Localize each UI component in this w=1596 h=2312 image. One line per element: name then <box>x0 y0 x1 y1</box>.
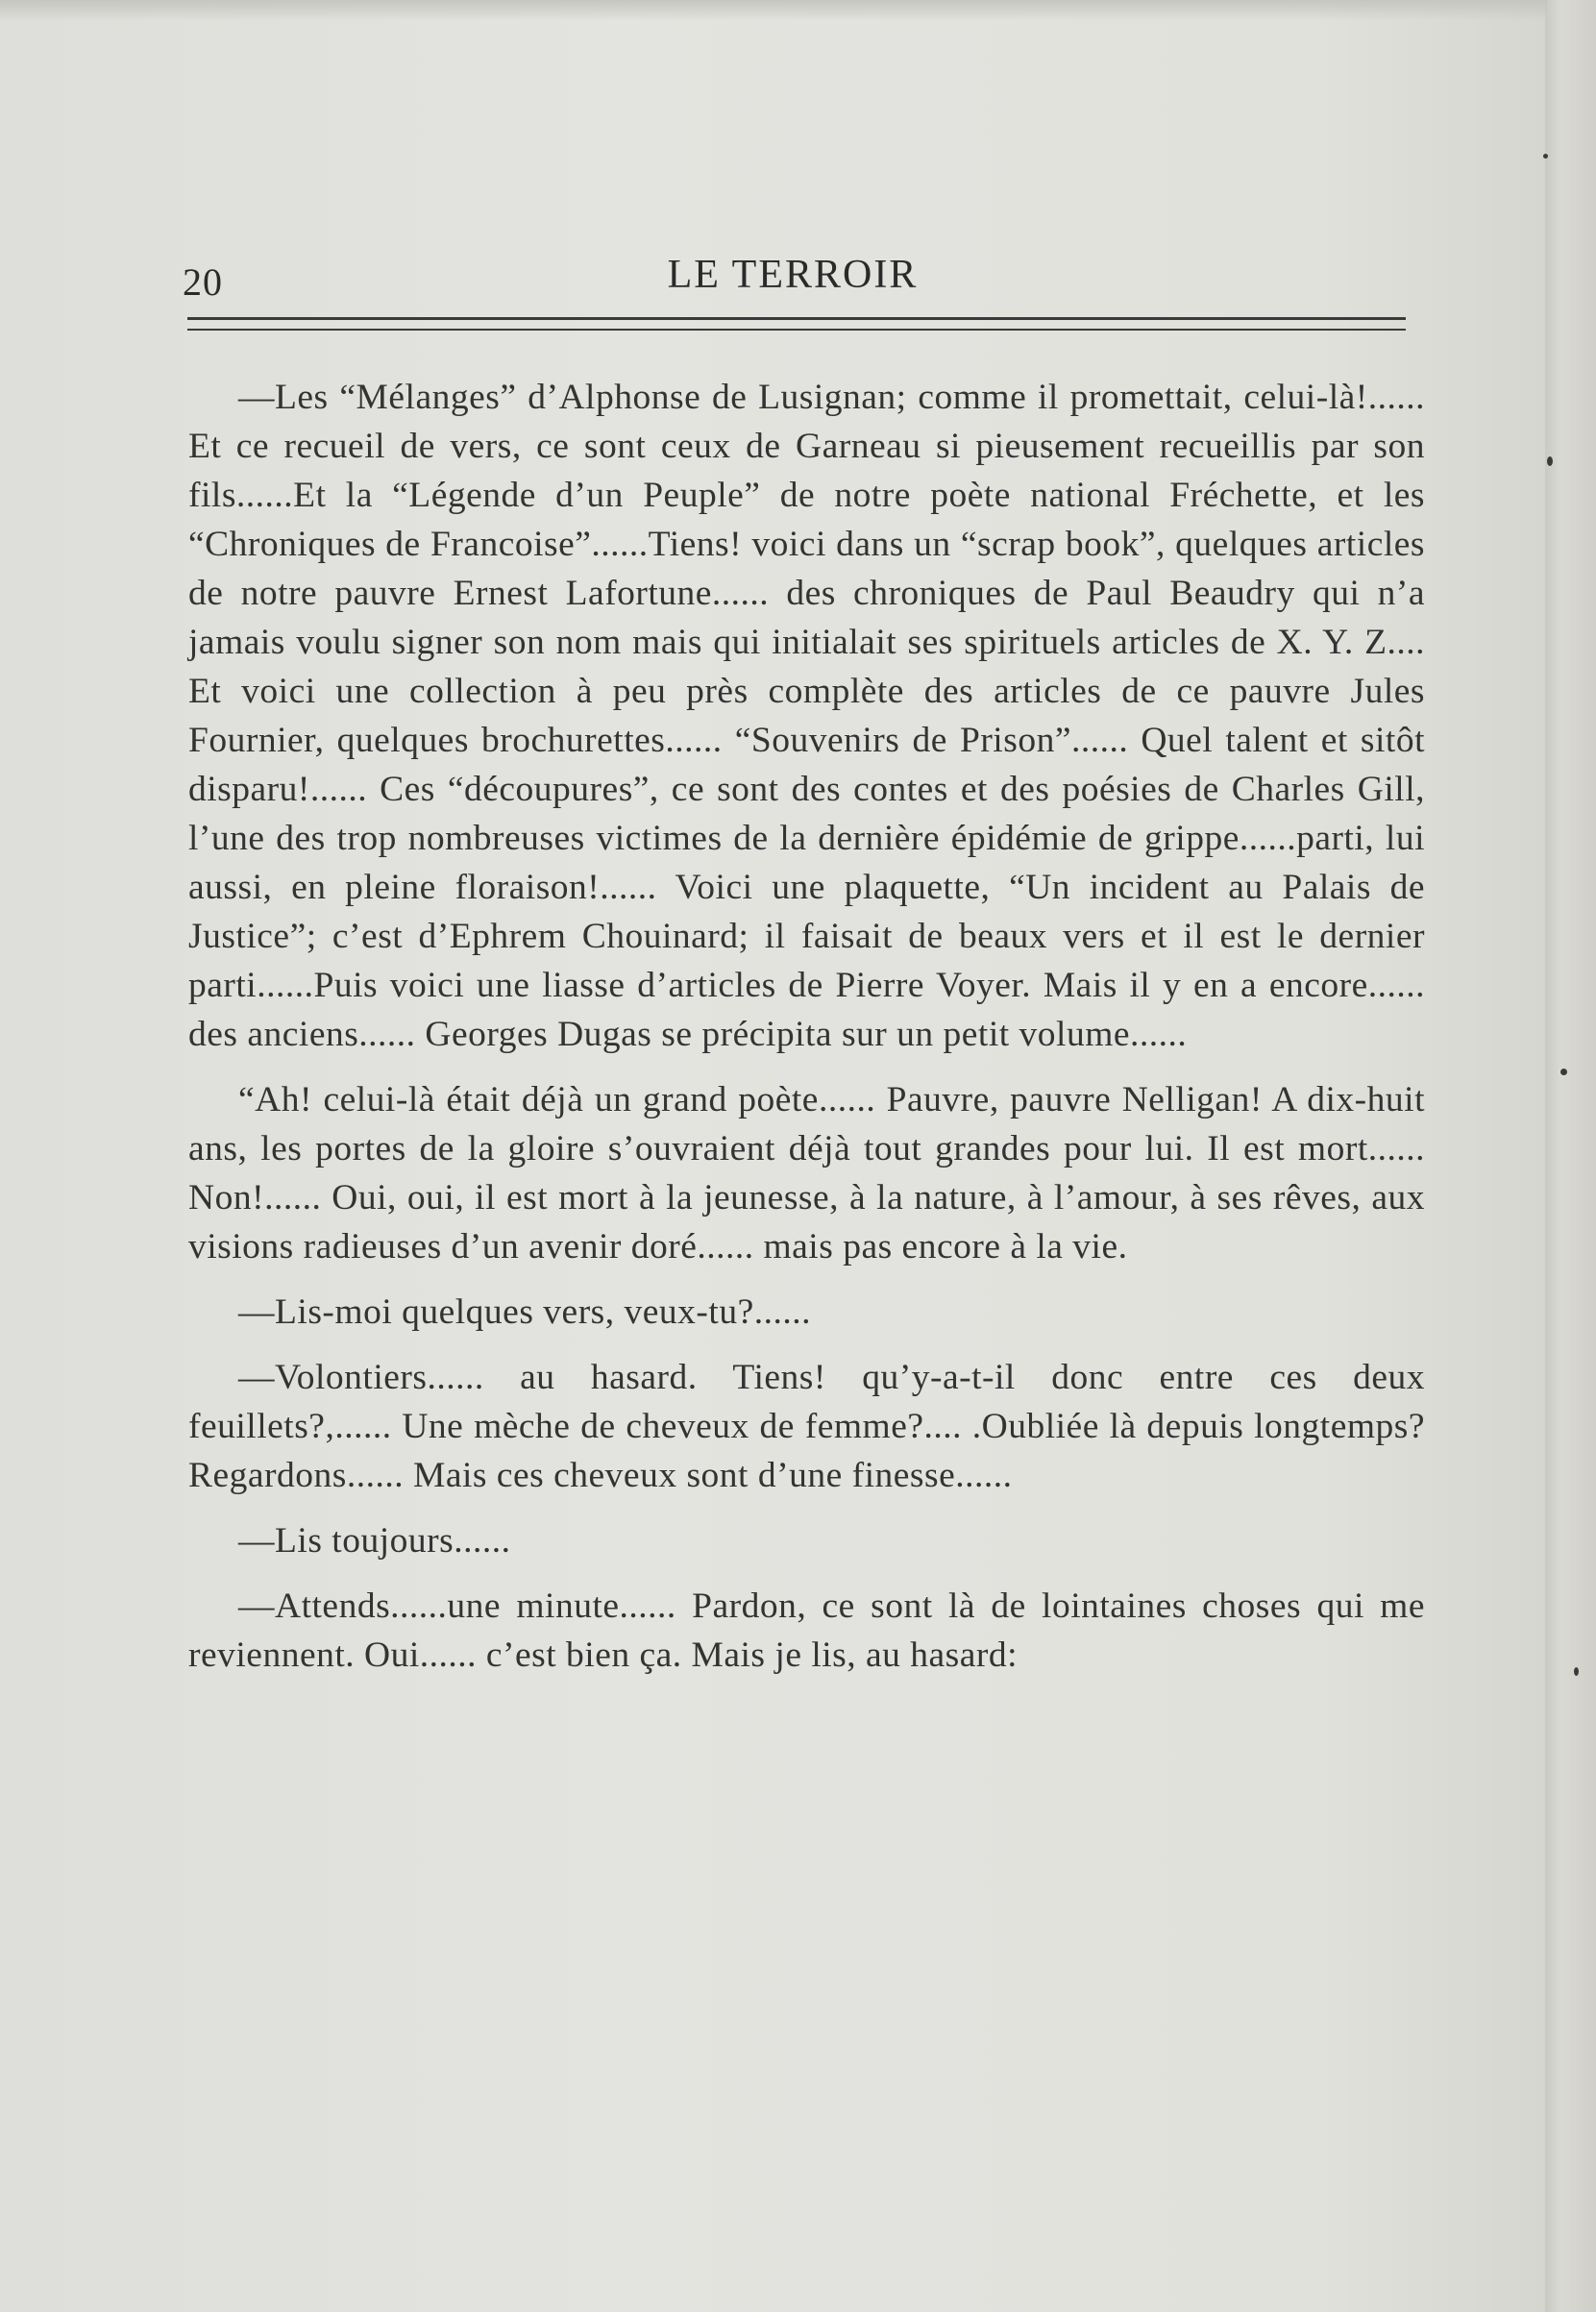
page-number: 20 <box>183 260 223 304</box>
paper-speck <box>1574 1667 1579 1676</box>
paper-speck <box>1560 1069 1567 1075</box>
top-shadow <box>0 0 1547 21</box>
page-header <box>183 252 1403 309</box>
paragraph: —Volontiers...... au hasard. Tiens! qu’y-a-t-il donc entre ces deux feuillets?,...... Une mèche de cheveux de femme?.... .Oubliée là depuis longtemps? Regardons...... Mais ces cheveux sont d’une finesse...... <box>188 1358 1425 1495</box>
paragraph: —Lis-moi quelques vers, veux-tu?...... <box>238 1292 811 1332</box>
body-text <box>188 373 1425 1696</box>
paragraph: “Ah! celui-là était déjà un grand poète...... Pauvre, pauvre Nelligan! A dix-huit ans, les portes de la gloire s’ouvraient déjà tout grandes pour lui. Il est mort...... Non!...... Oui, oui, il est mort à la jeunesse, à la nature, à l’amour, à ses rêves, aux visions radieuses d’un avenir doré...... mais pas encore à la vie. <box>188 1080 1425 1267</box>
paragraph: —Les “Mélanges” d’Alphonse de Lusignan; comme il promettait, celui-là!...... Et ce recueil de vers, ce sont ceux de Garneau si pieusement recueillis par son fils......Et la “Légende d’un Peuple” de notre poète national Fréchette, et les “Chroniques de Francoise”......Tiens! voici dans un “scrap book”, quelques articles de notre pauvre Ernest Lafortune...... des chroniques de Paul Beaudry qui n’a jamais voulu signer son nom mais qui initialait ses spirituels articles de X. Y. Z.... Et voici une collection à peu près complète des articles de ce pauvre Jules Fournier, quelques brochurettes...... “Souvenirs de Prison”...... Quel talent et sitôt disparu!...... Ces “découpures”, ce sont des contes et des poésies de Charles Gill, l’une des trop nombreuses victimes de la dernière épidémie de grippe......parti, lui aussi, en pleine floraison!...... Voici une plaquette, “Un incident au Palais de Justice”; c’est d’Ephrem Chouinard; il faisait de beaux vers et il est le dernier parti......Puis voici une liasse d’articles de Pierre Voyer. Mais il y en a encore...... des anciens...... Georges Dugas se précipita sur un petit volume...... <box>188 378 1425 1054</box>
paragraph: —Lis toujours...... <box>238 1521 511 1561</box>
header-rule-bottom <box>187 329 1406 331</box>
header-rule-top <box>187 317 1406 320</box>
page-edge <box>1545 0 1596 2312</box>
paper-speck <box>1547 456 1553 466</box>
running-title: LE TERROIR <box>667 253 919 297</box>
paper-speck <box>1543 154 1548 159</box>
paragraph: —Attends......une minute...... Pardon, ce sont là de lointaines choses qui me reviennent. Oui...... c’est bien ça. Mais je lis, au hasard: <box>188 1586 1425 1675</box>
